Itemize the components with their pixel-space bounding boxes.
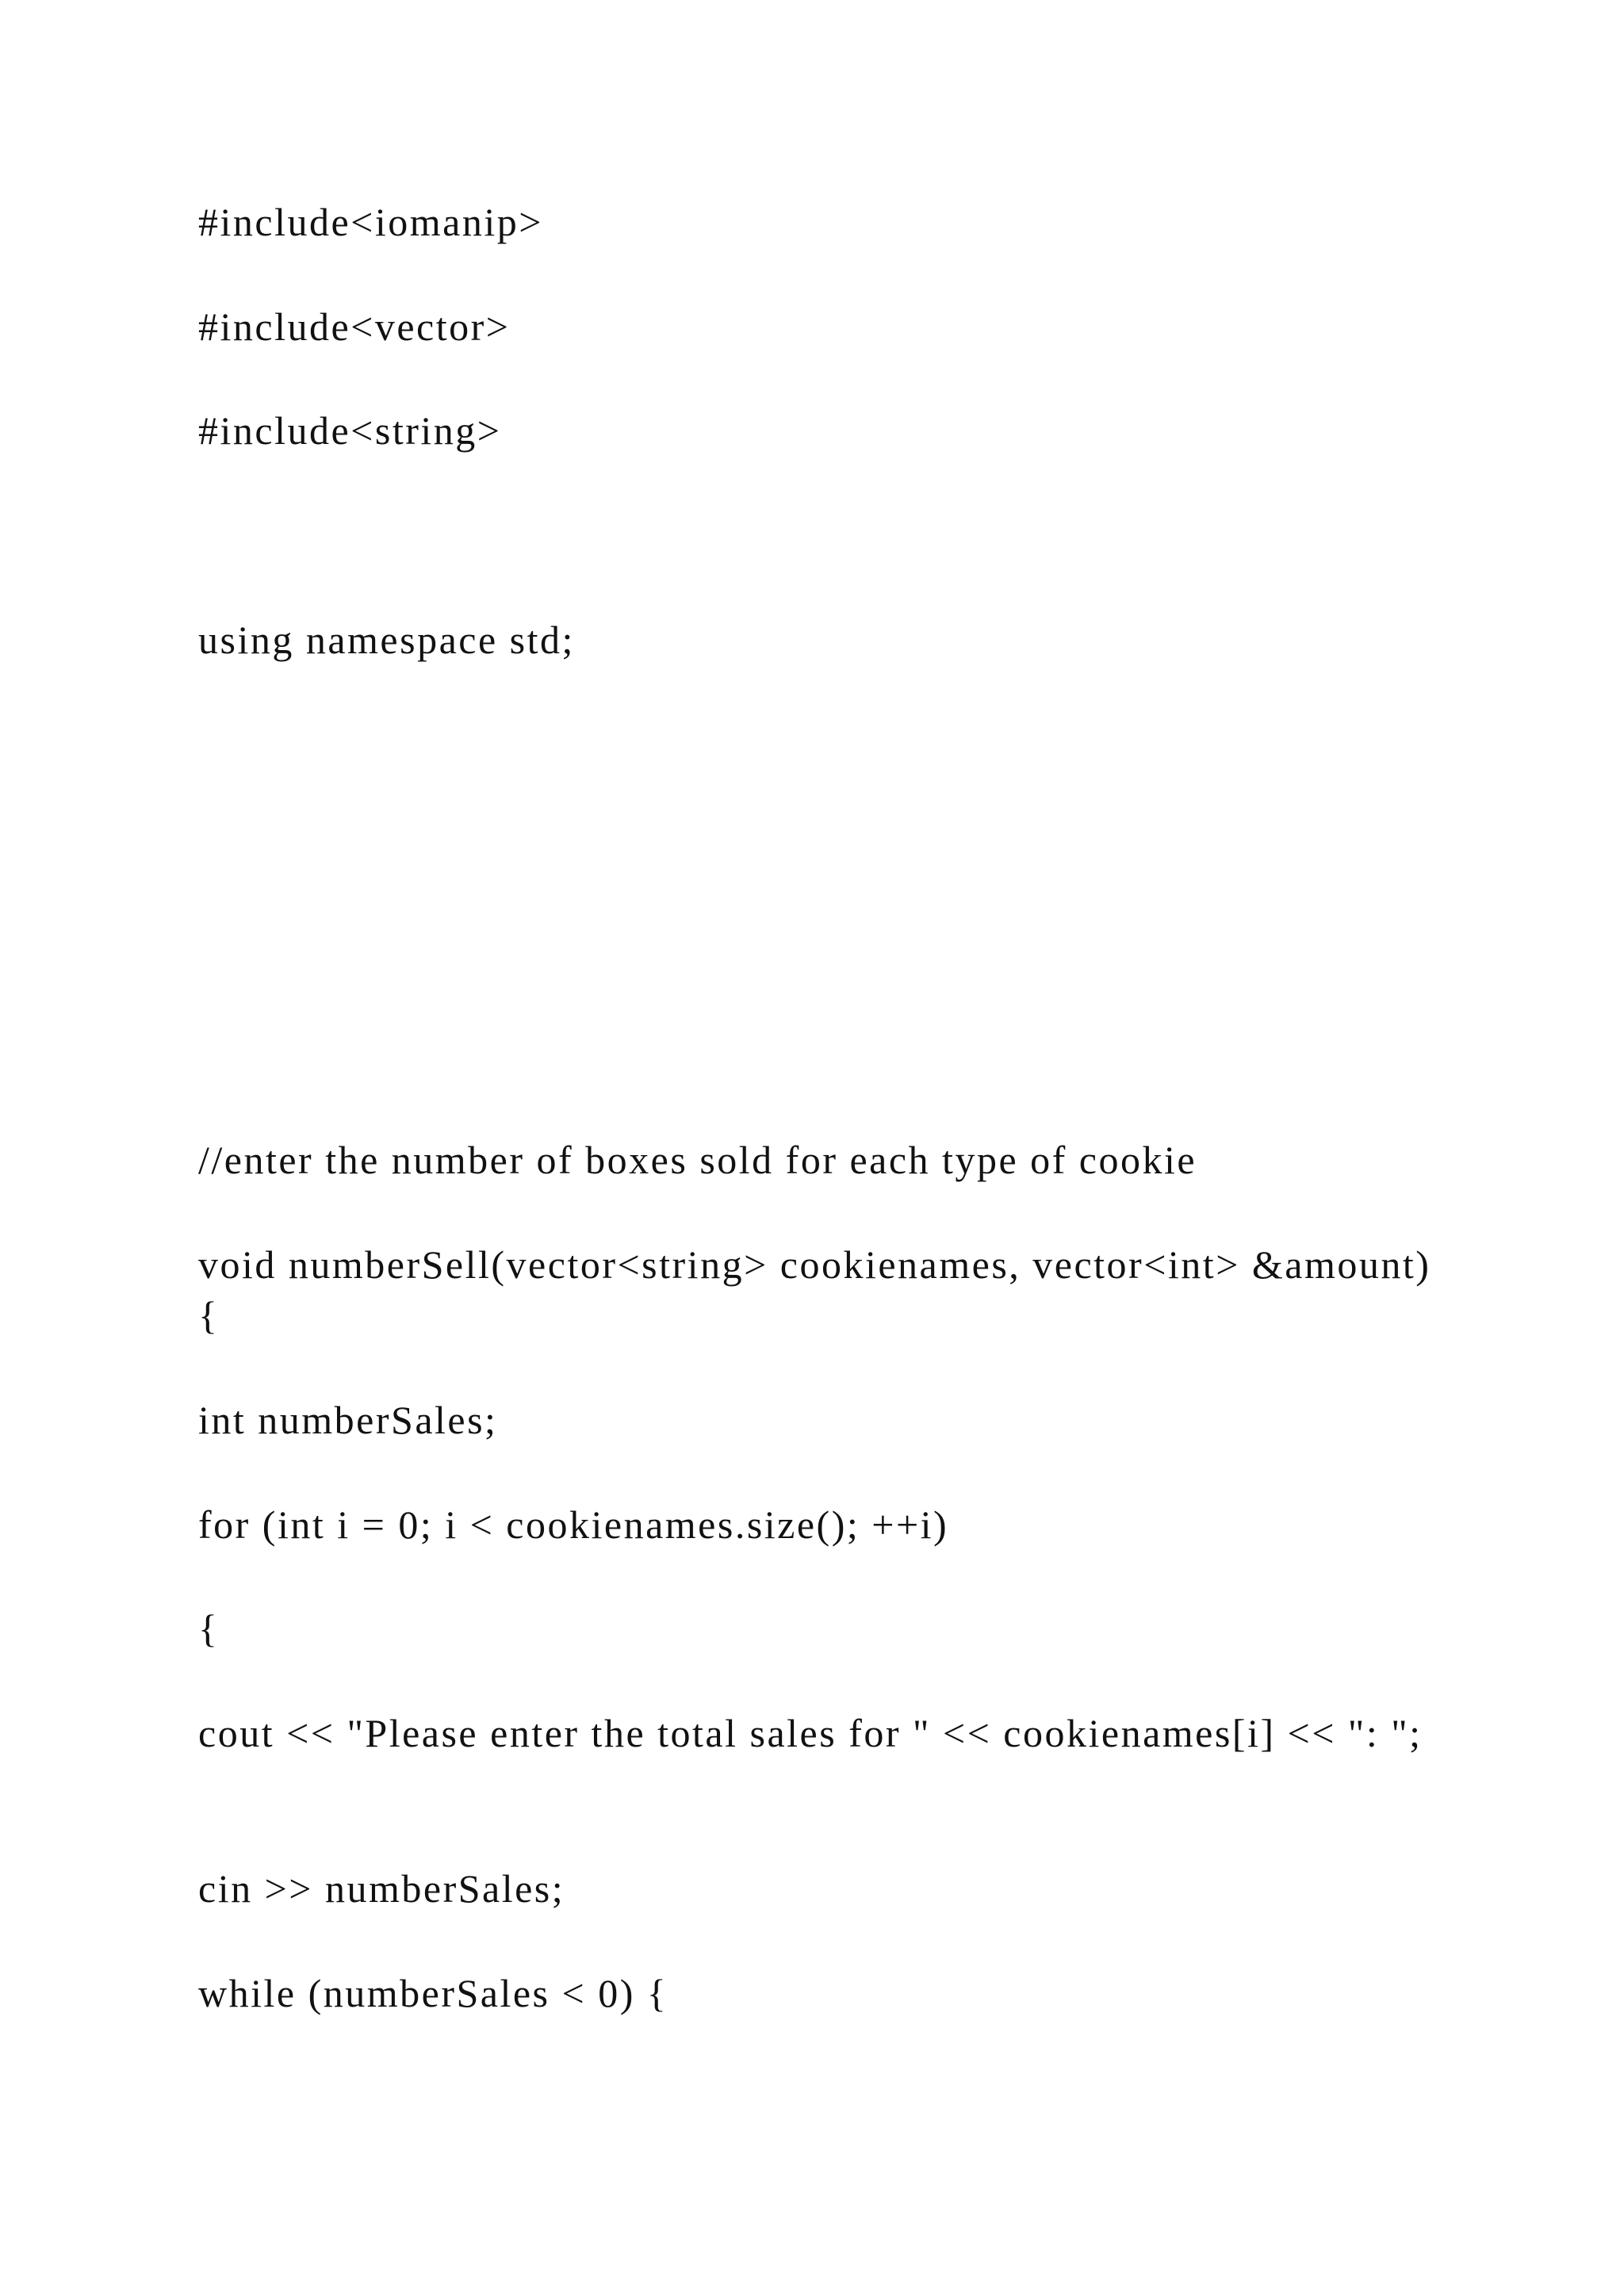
code-line-include-string: #include<string> — [198, 408, 502, 453]
code-line-include-iomanip: #include<iomanip> — [198, 200, 543, 244]
code-line-cin: cin >> numberSales; — [198, 1866, 565, 1911]
code-line-int-declaration: int numberSales; — [198, 1398, 498, 1442]
code-line-cout: cout << "Please enter the total sales for " << cookienames[i] << ": "; — [198, 1711, 1423, 1755]
code-line-function-signature: void numberSell(vector<string> cookienames, vector<int> &amount) { — [198, 1242, 1431, 1337]
code-line-include-vector: #include<vector> — [198, 304, 511, 349]
code-line-while: while (numberSales < 0) { — [198, 1971, 668, 2015]
code-line-comment: //enter the number of boxes sold for each type of cookie — [198, 1138, 1197, 1182]
code-line-for-loop: for (int i = 0; i < cookienames.size(); ++i) — [198, 1502, 949, 1547]
code-line-open-brace: { — [198, 1606, 220, 1651]
code-line-using-namespace: using namespace std; — [198, 618, 575, 662]
